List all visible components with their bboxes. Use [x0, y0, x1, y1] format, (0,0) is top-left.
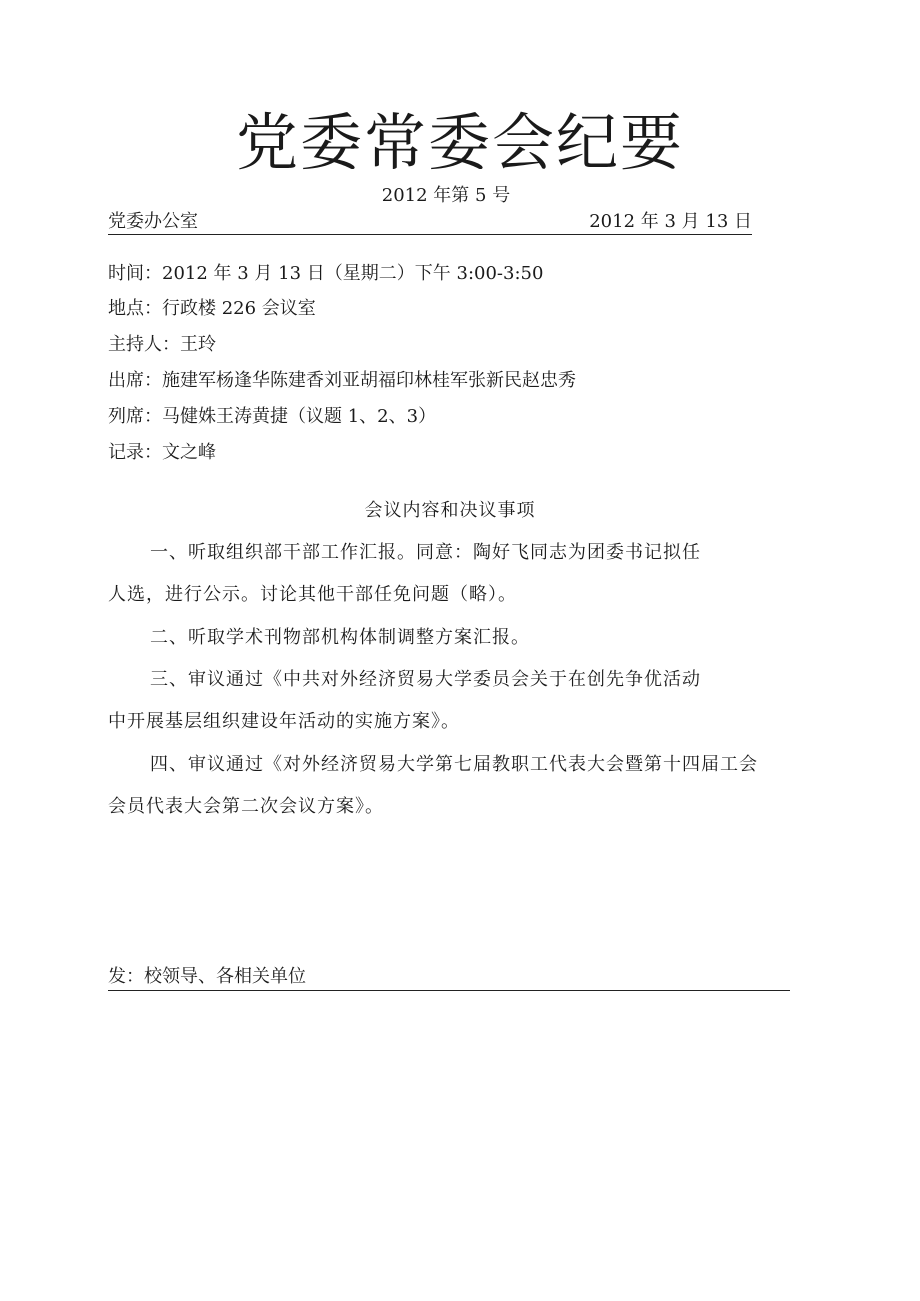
agenda-item-1-line-1: 一、听取组织部干部工作汇报。同意：陶好飞同志为团委书记拟任 — [150, 542, 701, 563]
agenda-item-2: 二、听取学术刊物部机构体制调整方案汇报。 — [150, 627, 530, 648]
document-title: 党委常委会纪要 — [235, 106, 684, 179]
issue-date: 2012 年 3 月 13 日 — [589, 211, 752, 232]
agenda-item-3-line-2: 中开展基层组织建设年活动的实施方案》。 — [108, 711, 460, 732]
meeting-time: 时间：2012 年 3 月 13 日（星期二）下午 3:00-3:50 — [108, 263, 544, 284]
agenda-item-4-line-1: 四、审议通过《对外经济贸易大学第七届教职工代表大会暨第十四届工会 — [150, 754, 758, 775]
agenda-item-1-line-2: 人选，进行公示。讨论其他干部任免问题（略）。 — [108, 584, 517, 605]
issuing-office: 党委办公室 — [108, 211, 198, 232]
meeting-observers: 列席：马健姝王涛黄捷（议题 1、2、3） — [108, 406, 437, 427]
agenda-item-3-line-1: 三、审议通过《中共对外经济贸易大学委员会关于在创先争优活动 — [150, 669, 701, 690]
distribution-text: 发：校领导、各相关单位 — [108, 966, 306, 987]
meeting-attendees: 出席：施建军杨逢华陈建香刘亚胡福印林桂军张新民赵忠秀 — [108, 370, 576, 391]
agenda-item-4-line-2: 会员代表大会第二次会议方案》。 — [108, 796, 384, 817]
meeting-host: 主持人：王玲 — [108, 334, 216, 355]
section-heading: 会议内容和决议事项 — [364, 500, 536, 521]
distribution-line — [108, 964, 790, 991]
meeting-location: 地点：行政楼 226 会议室 — [108, 298, 316, 319]
meeting-recorder: 记录：文之峰 — [108, 442, 216, 463]
document-header — [108, 210, 752, 235]
issue-number: 2012 年第 5 号 — [381, 185, 511, 206]
